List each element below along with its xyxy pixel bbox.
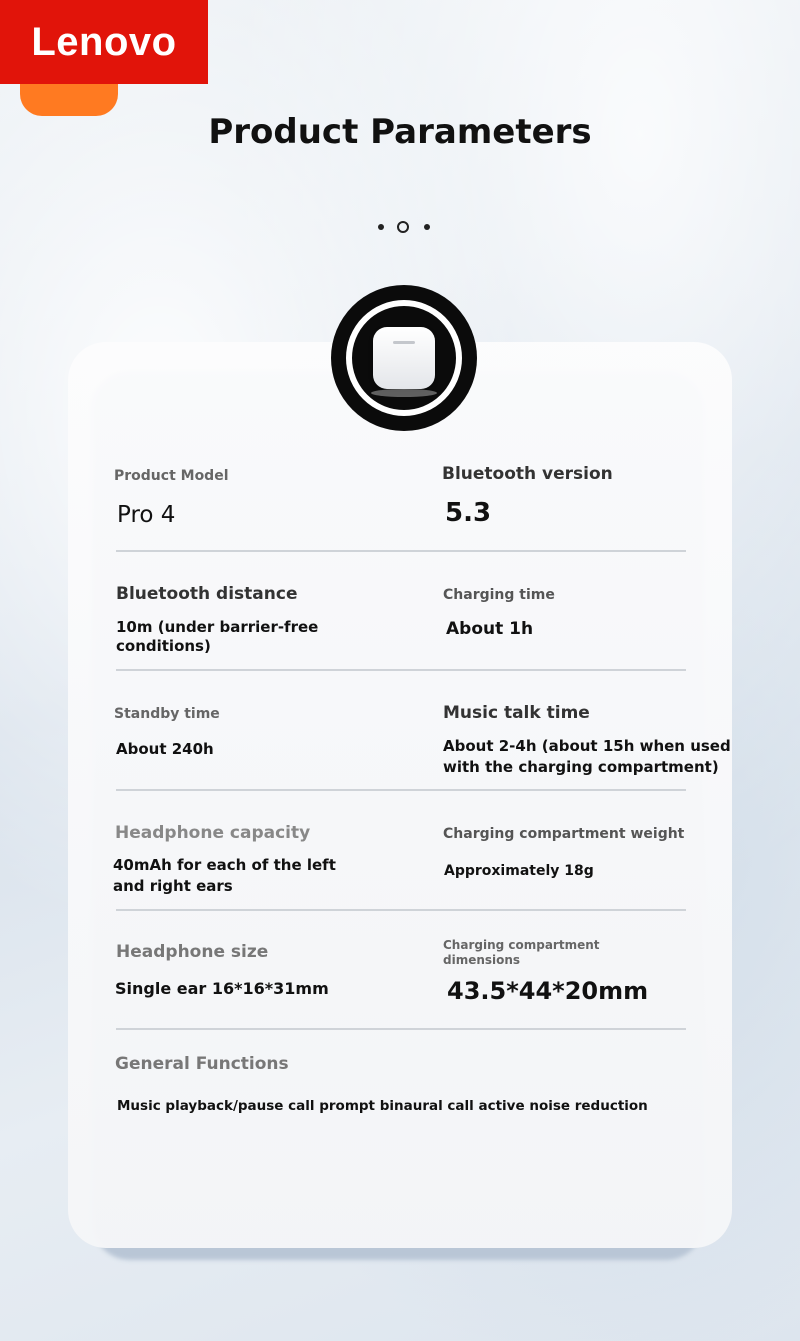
music-talk-time-label: Music talk time: [443, 703, 590, 723]
page-title: Product Parameters: [208, 112, 592, 152]
lenovo-logo: [0, 0, 208, 84]
product-model-value: Pro 4: [117, 502, 176, 528]
compartment-dimensions-value: 43.5*44*20mm: [447, 977, 649, 1005]
compartment-dimensions-label: Charging compartment dimensions: [443, 938, 600, 967]
dot-icon: [378, 224, 384, 230]
divider: [116, 669, 686, 671]
headphone-capacity-label: Headphone capacity: [115, 823, 311, 843]
headphone-size-value: Single ear 16*16*31mm: [115, 979, 329, 998]
product-model-label: Product Model: [114, 468, 229, 484]
bluetooth-distance-label: Bluetooth distance: [116, 584, 298, 604]
bluetooth-version-value: 5.3: [445, 498, 492, 528]
bluetooth-distance-value: 10m (under barrier-free conditions): [116, 618, 319, 655]
divider: [116, 1028, 686, 1030]
standby-time-value: About 240h: [116, 740, 214, 758]
divider: [116, 550, 686, 552]
music-talk-time-value: About 2-4h (about 15h when used with the charging compartment): [443, 737, 731, 776]
earbuds-case-badge: [331, 285, 477, 431]
brand-name: Lenovo: [31, 19, 177, 64]
charging-time-label: Charging time: [443, 587, 555, 603]
divider: [116, 789, 686, 791]
general-functions-value: Music playback/pause call prompt binaural call active noise reduction: [117, 1098, 648, 1114]
pagination-dots: [376, 220, 432, 236]
headphone-size-label: Headphone size: [116, 942, 269, 962]
standby-time-label: Standby time: [114, 706, 220, 722]
charging-case-icon: [373, 327, 435, 389]
bluetooth-version-label: Bluetooth version: [442, 464, 613, 484]
dot-icon: [424, 224, 430, 230]
divider: [116, 909, 686, 911]
dot-active-icon: [397, 221, 409, 233]
charging-time-value: About 1h: [446, 619, 534, 639]
general-functions-label: General Functions: [115, 1054, 289, 1074]
compartment-weight-value: Approximately 18g: [444, 863, 594, 879]
headphone-capacity-value: 40mAh for each of the left and right ears: [113, 856, 336, 895]
compartment-weight-label: Charging compartment weight: [443, 826, 685, 842]
